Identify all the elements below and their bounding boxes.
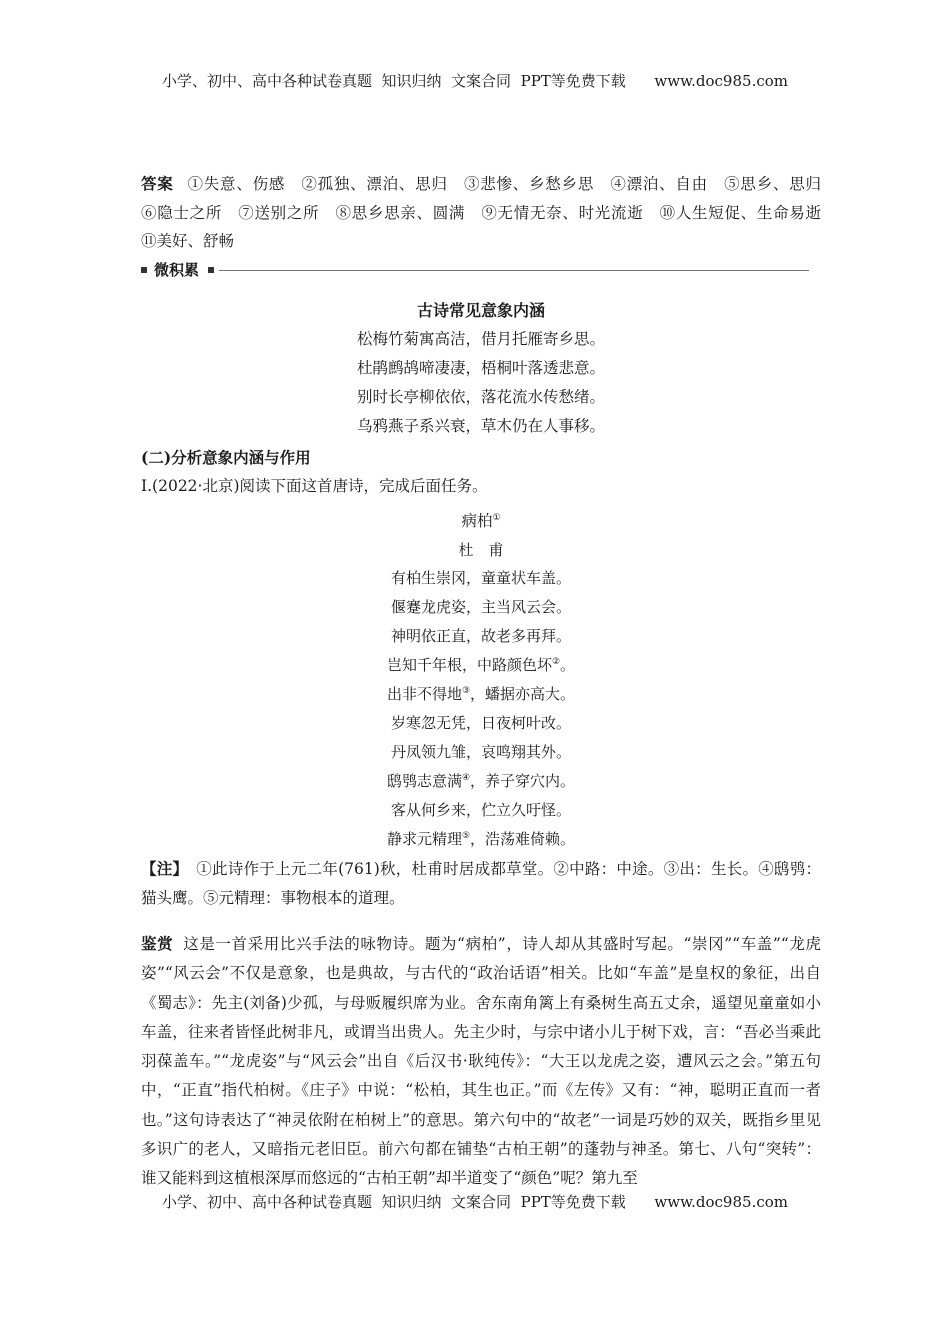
document-body: [141, 170, 837, 1209]
square-bullet-icon: [208, 267, 214, 273]
poem-line: 丹凤领九雏，哀鸣翔其外。: [390, 742, 571, 761]
section-title: 微积累: [154, 260, 200, 279]
answer-label: 答案: [141, 174, 174, 193]
appreciation-label: 鉴赏: [141, 933, 174, 953]
appreciation-paragraph: [141, 929, 821, 1194]
answer-paragraph: [141, 170, 837, 256]
answer-text: ①失意、伤感 ②孤独、漂泊、思归 ③悲惨、乡愁乡思 ④漂泊、自由 ⑤思乡、思归 ⑥隐士之所 ⑦送别之所 ⑧思乡思亲、圆满 ⑨无情无奈、时光流逝 ⑩人生短促、生命易逝 ⑪美好、舒畅: [141, 175, 837, 250]
square-bullet-icon: [141, 267, 147, 273]
poem-line: 岁寒忽无凭，日夜柯叶改。: [390, 713, 571, 732]
poem-line: 偃蹇龙虎姿，主当风云会。: [390, 598, 571, 617]
appreciation-text: 这是一首采用比兴手法的咏物诗。题为“病柏”，诗人却从其盛时写起。“崇冈”“车盖”“龙虎姿”“风云会”不仅是意象，也是典故，与古代的“政治话语”相关。比如“车盖”是皇权的象征，出自《蜀志》：先主(刘备)少孤，与母贩履织席为业。舍东南角篱上有桑树生高五丈余，遥望见童童如小车盖，往来者皆怪此树非凡，或谓当出贵人。先主少时，与宗中诸小儿于树下戏，言：“吾必当乘此羽葆盖车。”“龙虎姿”与“风云会”出自《后汉书·耿纯传》：“大王以龙虎之姿，遭风云之会。”第五句中，“正直”指代柏树。《庄子》中说：“松柏，其生也正。”而《左传》又有：“神，聪明正直而一者也。”这句诗表达了“神灵依附在柏树上”的意思。第六句中的“故老”一词是巧妙的双关，既指乡里见多识广的老人，又暗指元老旧臣。前六句都在铺垫“古柏王朝”的蓬勃与神圣。第七、八句“突转”：谁又能料到这植根深厚而悠远的“古柏王朝”却半道变了“颜色”呢？第九至: [141, 934, 821, 1188]
imagery-line: 别时长亭柳依依，落花流水传愁绪。: [356, 387, 605, 406]
note-paragraph: [141, 854, 821, 913]
divider-line: [219, 270, 809, 271]
note-label: 【注】: [141, 859, 189, 879]
imagery-line: 松梅竹菊寓高洁，借月托雁寄乡思。: [356, 329, 605, 348]
poem-line: 客从何乡来，伫立久吁怪。: [390, 800, 571, 819]
imagery-title: 古诗常见意象内涵: [416, 300, 545, 320]
task-instruction: Ⅰ.(2022·北京)阅读下面这首唐诗，完成后面任务。: [141, 476, 488, 495]
poem-line: 出非不得地③，蟠据亦高大。: [386, 685, 576, 704]
page-footer: 小学、初中、高中各种试卷真题 知识归纳 文案合同 PPT等免费下载 www.doc985.com: [161, 1193, 788, 1211]
section-divider: [141, 258, 821, 284]
poem-line: 岂知千年根，中路颜色坏②。: [386, 656, 576, 675]
imagery-line: 乌鸦燕子系兴衰，草木仍在人事移。: [356, 416, 605, 435]
poem-line: 神明依正直，故老多再拜。: [390, 627, 571, 646]
note-text: ①此诗作于上元二年(761)秋，杜甫时居成都草堂。②中路：中途。③出：生长。④鸱鸮：猫头鹰。⑤元精理：事物根本的道理。: [141, 860, 821, 908]
poem-title: [141, 507, 821, 536]
page-header: 小学、初中、高中各种试卷真题 知识归纳 文案合同 PPT等免费下载 www.doc985.com: [161, 72, 788, 90]
poem-line: 有柏生崇冈，童童状车盖。: [390, 569, 571, 588]
poem-title-text: 病柏: [461, 511, 493, 530]
poem-line: 鸱鸮志意满④，养子穿穴内。: [386, 771, 576, 790]
imagery-line: 杜鹃鹧鸪啼凄凄，梧桐叶落透悲意。: [356, 358, 605, 377]
footnote-mark: ①: [492, 512, 501, 523]
poem-line: 静求元精理⑤，浩荡难倚赖。: [386, 829, 576, 848]
subsection-heading: (二)分析意象内涵与作用: [141, 447, 311, 467]
poem-author: 杜 甫: [458, 540, 504, 559]
